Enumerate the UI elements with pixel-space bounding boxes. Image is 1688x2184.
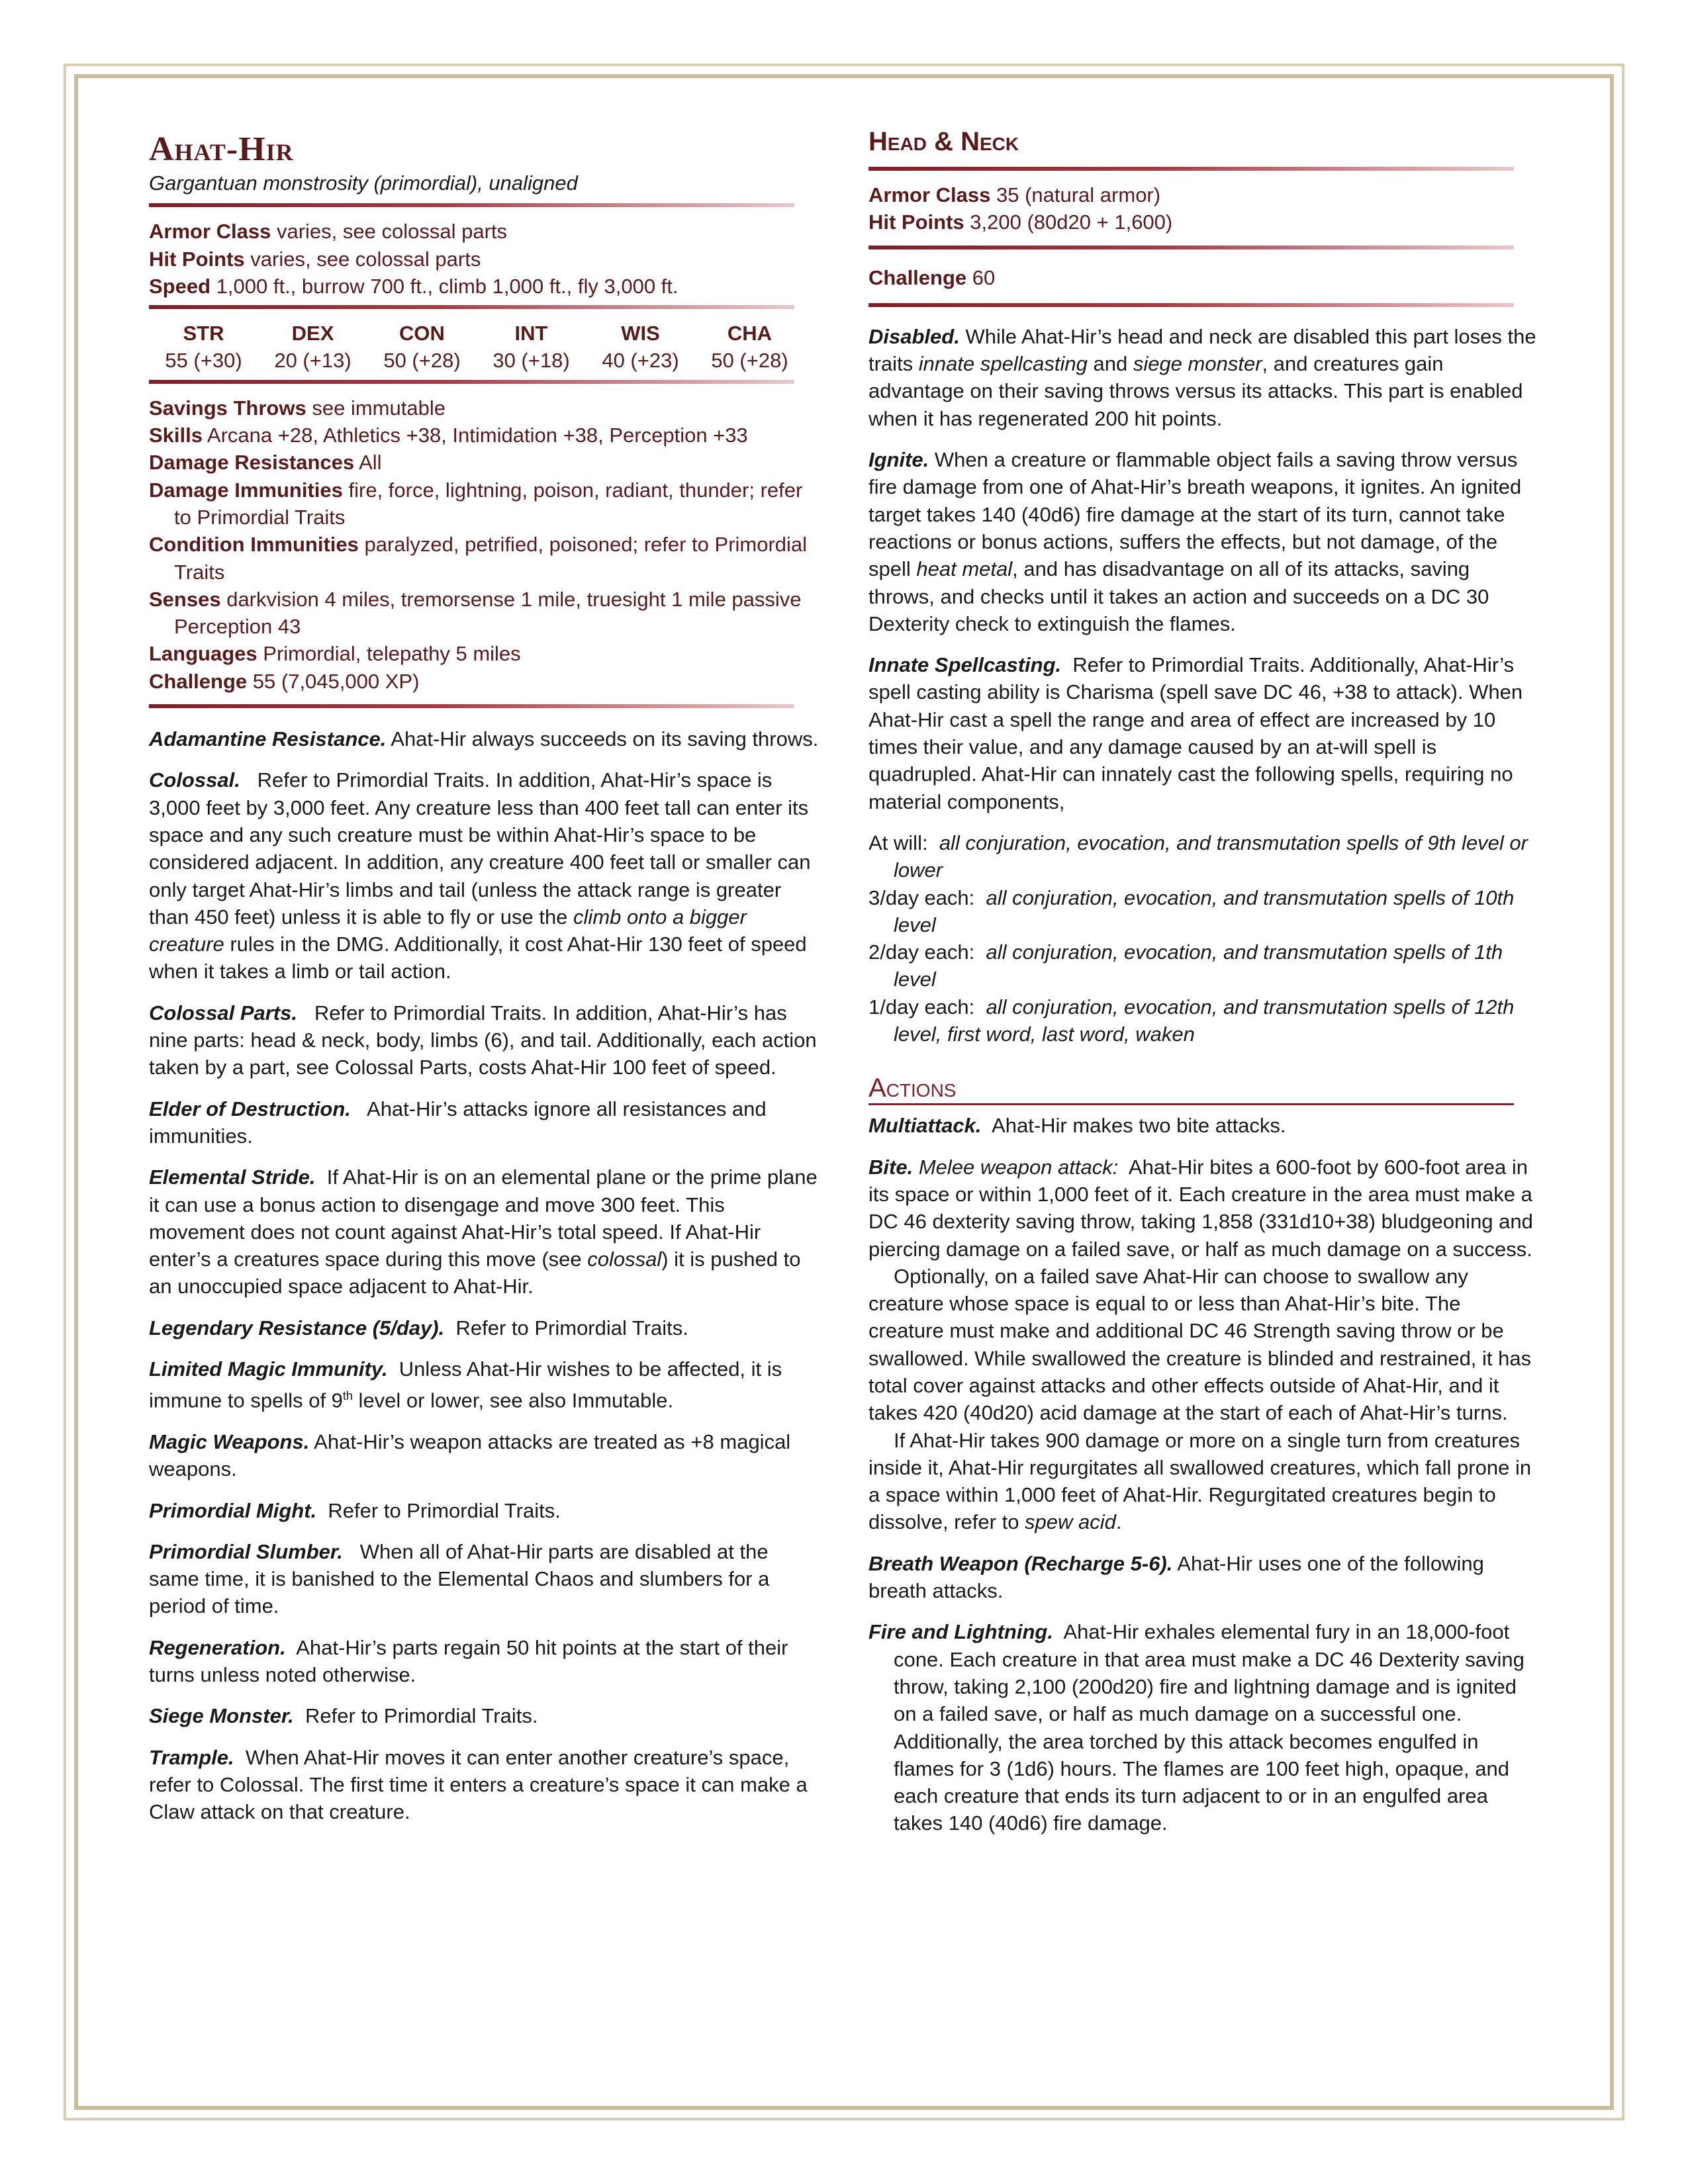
spell-list xyxy=(868,829,1540,1048)
spell-row-1-day: 1/day each: all conjuration, evocation, and transmutation spells of 12th level, first word, last word, waken xyxy=(868,995,1515,1046)
head-neck-title: Head & Neck xyxy=(868,127,1019,156)
stat-block-right-column xyxy=(868,126,1540,1851)
trait-siege-monster: Siege Monster. Refer to Primordial Traits. xyxy=(149,1704,538,1728)
trait-adamantine-resistance: Adamantine Resistance. Ahat-Hir always succeeds on its saving throws. xyxy=(149,727,819,751)
ability-scores xyxy=(149,320,824,375)
divider xyxy=(149,380,794,384)
spell-row-2-day: 2/day each: all conjuration, evocation, and transmutation spells of 1th level xyxy=(868,940,1503,991)
breath-fire-and-lightning: Fire and Lightning. Ahat-Hir exhales elemental fury in an 18,000-foot cone. Each creature in that area must make a DC 46 Dexterity saving throw, taking 2,100 (200d20) fire and lightning damage and is ignited on a failed save, or half as much damage on a successful one. Additionally, the area torched by this attack becomes engulfed in flames for 3 (1d6) hours. The flames are 100 feet high, opaque, and each creature that ends its turn adjacent to or in an engulfed area takes 140 (40d6) fire damage. xyxy=(868,1620,1524,1835)
senses: Senses darkvision 4 miles, tremorsense 1 mile, truesight 1 mile passive Perception 43 xyxy=(149,587,802,639)
trait-magic-weapons: Magic Weapons. Ahat-Hir’s weapon attacks are treated as +8 magical weapons. xyxy=(149,1430,791,1481)
divider xyxy=(868,246,1514,250)
stat-block-left-column xyxy=(149,126,824,1839)
ability-dex: DEX 20 (+13) xyxy=(274,322,352,373)
monster-name: Ahat-Hir xyxy=(149,130,294,168)
spell-row-at-will: At will: all conjuration, evocation, and transmutation spells of 9th level or lower xyxy=(868,831,1528,882)
divider xyxy=(868,167,1514,171)
ability-wis: WIS 40 (+23) xyxy=(602,322,679,373)
monster-type: Gargantuan monstrosity (primordial), unaligned xyxy=(149,171,578,195)
action-bite: Bite. Melee weapon attack: Ahat-Hir bites a 600-foot by 600-foot area in its space or within 1,000 feet of it. Each creature in the area must make a DC 46 dexterity saving throw, taking 1,858 (331d10+38) bludgeoning and piercing damage on a failed save, or half as much damage on a success. Optionally, on a failed save Ahat-Hir can choose to swallow any creature whose space is equal to or less than Ahat-Hir’s bite. The creature must make and additional DC 46 Strength saving throw or be swallowed. While swallowed the creature is blinded and restrained, it has total cover against attacks and other effects outside of Ahat-Hir, and it takes 420 (40d20) acid damage at the start of each of Ahat-Hir’s turns. If Ahat-Hir takes 900 damage or more on a single turn from creatures inside it, Ahat-Hir regurgitates all swallowed creatures, which fall prone in a space within 1,000 feet of Ahat-Hir. Regurgitated creatures begin to dissolve, refer to spew acid. xyxy=(868,1155,1533,1534)
head-hit-points: Hit Points 3,200 (80d20 + 1,600) xyxy=(868,210,1173,234)
trait-elemental-stride: Elemental Stride. If Ahat-Hir is on an elemental plane or the prime plane it can use a bonus action to disengage and move 300 feet. This movement does not count against Ahat-Hir’s total speed. If Ahat-Hir enter’s a creatures space during this move (see colossal) it is pushed to an unoccupied space adjacent to Ahat-Hir. xyxy=(149,1165,818,1298)
actions-title: Actions xyxy=(868,1073,1514,1105)
head-challenge: Challenge 60 xyxy=(868,265,996,289)
trait-colossal: Colossal. Refer to Primordial Traits. In addition, Ahat-Hir’s space is 3,000 feet by 3,000 feet. Any creature less than 400 feet tall can enter its space and any such creature must be within Ahat-Hir’s space to be considered adjacent. In addition, any creature 400 feet tall or smaller can only target Ahat-Hir’s limbs and tail (unless the attack range is greater than 450 feet) unless it is able to fly or use the climb onto a bigger creature rules in the DMG. Additionally, it cost Ahat-Hir 130 feet of speed when it takes a limb or tail action. xyxy=(149,768,811,983)
spell-row-3-day: 3/day each: all conjuration, evocation, and transmutation spells of 10th level xyxy=(868,886,1515,936)
hit-points: Hit Points varies, see colossal parts xyxy=(149,247,481,271)
trait-regeneration: Regeneration. Ahat-Hir’s parts regain 50 hit points at the start of their turns unless noted otherwise. xyxy=(149,1635,788,1686)
armor-class: Armor Class varies, see colossal parts xyxy=(149,220,508,244)
trait-primordial-slumber: Primordial Slumber. When all of Ahat-Hir parts are disabled at the same time, it is banished to the Elemental Chaos and slumbers for a period of time. xyxy=(149,1539,770,1618)
trait-limited-magic-immunity: Limited Magic Immunity. Unless Ahat-Hir wishes to be affected, it is immune to spells of 9th level or lower, see also Immutable. xyxy=(149,1357,782,1412)
challenge: Challenge 55 (7,045,000 XP) xyxy=(149,669,420,693)
trait-elder-of-destruction: Elder of Destruction. Ahat-Hir’s attacks ignore all resistances and immunities. xyxy=(149,1097,767,1148)
divider xyxy=(149,305,794,309)
trait-primordial-might: Primordial Might. Refer to Primordial Traits. xyxy=(149,1498,561,1522)
speed: Speed 1,000 ft., burrow 700 ft., climb 1,000 ft., fly 3,000 ft. xyxy=(149,274,679,298)
action-multiattack: Multiattack. Ahat-Hir makes two bite attacks. xyxy=(868,1114,1286,1138)
skills: Skills Arcana +28, Athletics +38, Intimidation +38, Perception +33 xyxy=(149,424,748,447)
trait-innate-spellcasting: Innate Spellcasting. Refer to Primordial Traits. Additionally, Ahat-Hir’s spell casting ability is Charisma (spell save DC 46, +38 to attack). When Ahat-Hir cast a spell the range and area of effect are increased by 10 times their value, and any damage caused by an at-will spell is quadrupled. Ahat-Hir can innately cast the following spells, requiring no material components, xyxy=(868,653,1523,813)
action-breath-weapon: Breath Weapon (Recharge 5-6). Ahat-Hir uses one of the following breath attacks. xyxy=(868,1551,1484,1603)
condition-immunities: Condition Immunities paralyzed, petrified, poisoned; refer to Primordial Traits xyxy=(149,533,808,584)
trait-colossal-parts: Colossal Parts. Refer to Primordial Traits. In addition, Ahat-Hir’s has nine parts: head & neck, body, limbs (6), and tail. Additionally, each action taken by a part, see Colossal Parts, costs Ahat-Hir 100 feet of speed. xyxy=(149,1001,817,1079)
trait-trample: Trample. When Ahat-Hir moves it can enter another creature’s space, refer to Colossal. The first time it enters a creature’s space it can make a Claw attack on that creature. xyxy=(149,1745,808,1824)
ability-con: CON 50 (+28) xyxy=(383,322,461,373)
ability-int: INT 30 (+18) xyxy=(492,322,570,373)
divider xyxy=(149,704,794,708)
trait-disabled: Disabled. While Ahat-Hir’s head and neck are disabled this part loses the traits innate spellcasting and siege monster, and creatures gain advantage on their saving throws versus its attacks. This part is enabled when it has regenerated 200 hit points. xyxy=(868,324,1536,430)
head-armor-class: Armor Class 35 (natural armor) xyxy=(868,183,1161,206)
ability-str: STR 55 (+30) xyxy=(165,322,242,373)
damage-resistances: Damage Resistances All xyxy=(149,451,382,475)
saving-throws: Savings Throws see immutable xyxy=(149,396,445,420)
divider xyxy=(149,203,794,207)
divider xyxy=(868,303,1514,307)
damage-immunities: Damage Immunities fire, force, lightning, poison, radiant, thunder; refer to Primordial Traits xyxy=(149,478,803,529)
ability-cha: CHA 50 (+28) xyxy=(711,322,788,373)
trait-legendary-resistance: Legendary Resistance (5/day). Refer to Primordial Traits. xyxy=(149,1316,688,1340)
languages: Languages Primordial, telepathy 5 miles xyxy=(149,642,521,666)
trait-ignite: Ignite. When a creature or flammable object fails a saving throw versus fire damage from one of Ahat-Hir’s breath weapons, it ignites. An ignited target takes 140 (40d6) fire damage at the start of its turn, cannot take reactions or bonus actions, suffers the effects, but not damage, of the spell heat metal, and has disadvantage on all of its attacks, saving throws, and checks until it takes an action and succeeds on a DC 30 Dexterity check to extinguish the flames. xyxy=(868,448,1522,635)
